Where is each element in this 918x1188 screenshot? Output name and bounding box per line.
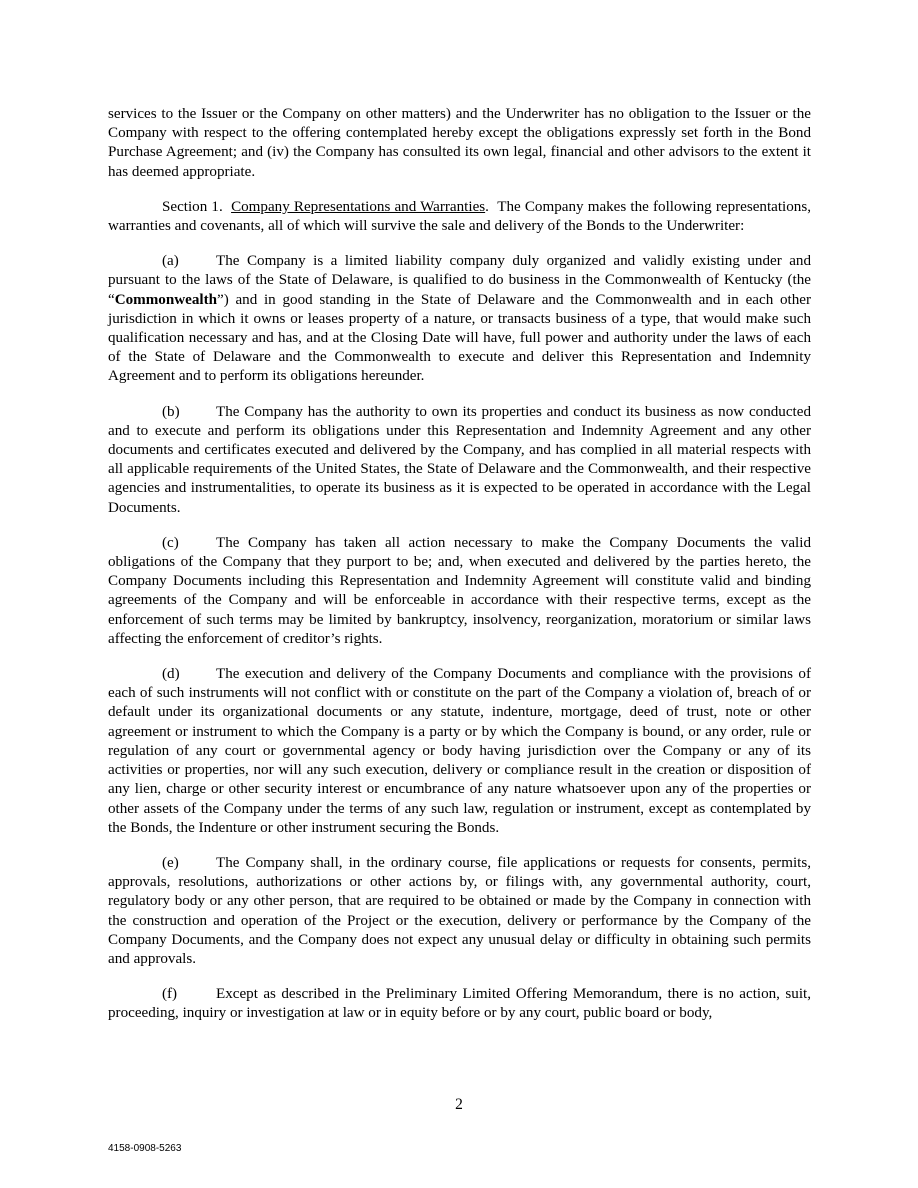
item-b-paragraph [108,403,811,518]
item-f-paragraph [108,985,811,1023]
section-title: Company Representations and Warranties [231,198,486,215]
section-text: The Company makes the following representations, warranties and covenants, all of which will survive the sale and delivery of the Bonds to the Underwriter: [108,198,811,235]
continuation-paragraph: services to the Issuer or the Company on other matters) and the Underwriter has no obligation to the Issuer or the Company with respect to the offering contemplated hereby except the obligations expressly set forth in the Bond Purchase Agreement; and (iv) the Company has consulted its own legal, financial and other advisors to the extent it has deemed appropriate. [108,106,811,180]
item-f-text: Except as described in the Preliminary Limited Offering Memorandum, there is no action, suit, proceeding, inquiry or investigation at law or in equity before or by any court, public board or body, [108,986,811,1022]
document-body [108,105,811,1040]
item-d-label: (d) [162,666,180,683]
item-a-paragraph [108,252,811,386]
item-f-label: (f) [162,986,178,1003]
item-b-text: The Company has the authority to own its properties and conduct its business as now conducted and to execute and perform its obligations under this Representation and Indemnity Agreement and any other documents and certificates executed and delivered by the Company, and has complied in all material respects with all applicable requirements of the United States, the State of Delaware and the Commonwealth, and their respective agencies and instrumentalities, to operate its business as it is expected to be operated in accordance with the Legal Documents. [108,403,811,516]
page-number: 2 [455,1096,463,1113]
item-e-label: (e) [162,854,179,871]
section-title-period: . [485,198,489,215]
item-a-label: (a) [162,253,179,270]
item-e-text: The Company shall, in the ordinary course, file applications or requests for consents, permits, approvals, resolutions, authorizations or other actions by, or filings with, any governmental authority, court, regulatory body or any other person, that are required to be obtained or made by the Company in connection with the construction and operation of the Project or the execution, delivery or performance by the Company of the Company Documents, and the Company does not expect any unusual delay or difficulty in obtaining such permits and approvals. [108,854,811,967]
item-a-text-1: The Company is a limited liability company duly organized and validly existing under and pursuant to the laws of the State of Delaware, is qualified to do business in the Commonwealth of Kentucky (the “ [108,253,811,308]
item-a-text-2: ”) and in good standing in the State of Delaware and the Commonwealth and in each other jurisdiction in which it owns or leases property of a nature, or transacts business of a type, that would make such qualification necessary and has, and at the Closing Date will have, full power and authority under the laws of each of the State of Delaware and the Commonwealth to execute and deliver this Representation and Indemnity Agreement and to perform its obligations hereunder. [108,291,811,385]
section-1-paragraph [108,198,811,236]
section-label: Section 1. [162,198,223,215]
item-d-text: The execution and delivery of the Company Documents and compliance with the provisions of each of such instruments will not conflict with or constitute on the part of the Company a violation of, breach of or default under its organizational documents or any statute, indenture, mortgage, deed of trust, note or other agreement or instrument to which the Company is a party or by which the Company is bound, or any order, rule or regulation of any court or governmental agency or body having jurisdiction over the Company or any of its activities or properties, nor will any such execution, delivery or compliance result in the creation or disposition of any lien, charge or other security interest or encumbrance of any nature whatsoever upon any of the properties or other assets of the Company under the terms of any such law, regulation or instrument, except as contemplated by the Bonds, the Indenture or other instrument securing the Bonds. [108,666,811,836]
item-a-defined-term: Commonwealth [114,291,217,308]
item-c-text: The Company has taken all action necessary to make the Company Documents the valid obligations of the Company that they purport to be; and, when executed and delivered by the parties hereto, the Company Documents including this Representation and Indemnity Agreement will constitute valid and binding agreements of the Company and will be enforceable in accordance with their respective terms, except as the enforcement of such terms may be limited by bankruptcy, insolvency, reorganization, moratorium or similar laws affecting the enforcement of creditor’s rights. [108,534,811,647]
item-e-paragraph [108,854,811,969]
item-c-paragraph [108,534,811,649]
document-id: 4158-0908-5263 [108,1143,182,1154]
item-b-label: (b) [162,403,180,420]
item-c-label: (c) [162,534,179,551]
item-d-paragraph [108,665,811,838]
